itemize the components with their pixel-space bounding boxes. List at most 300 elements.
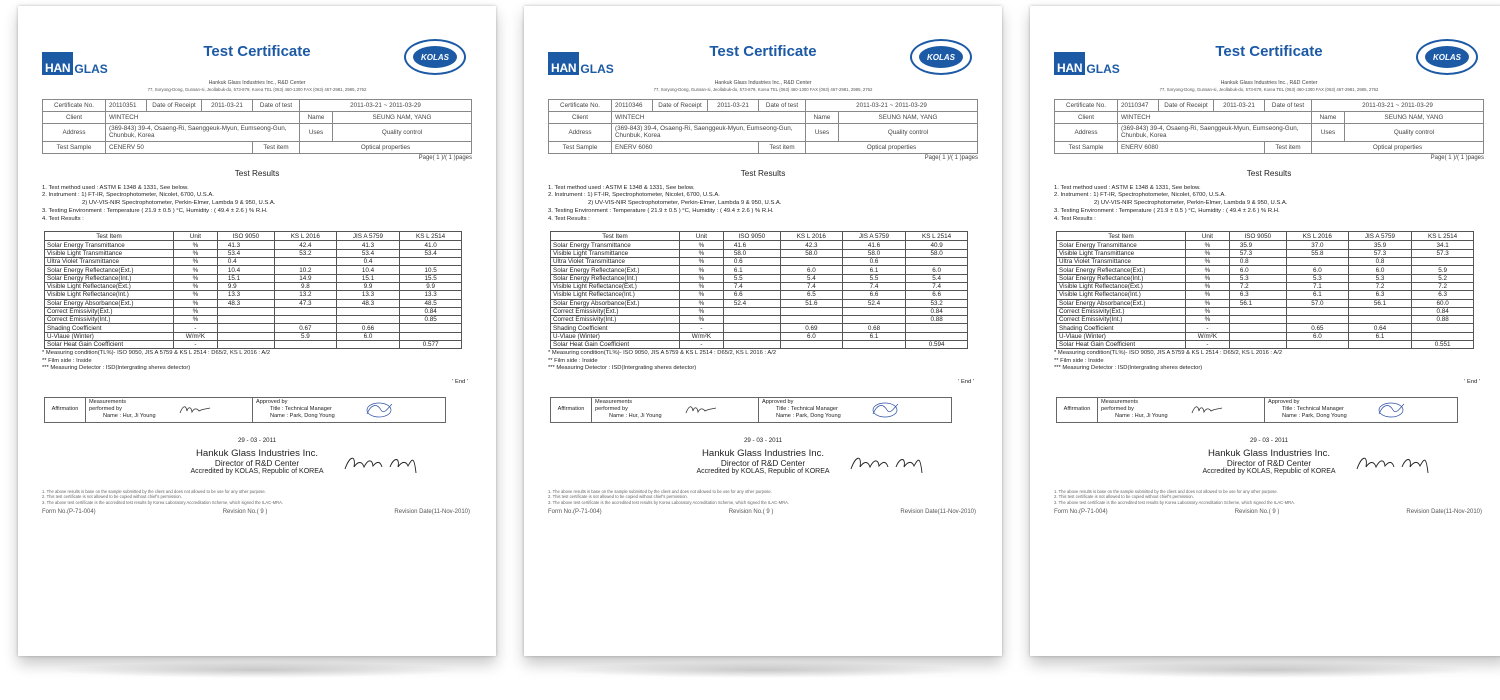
footnotes — [1054, 489, 1484, 505]
end-marker: ' End ' — [1464, 378, 1480, 385]
logo-glas: GLAS — [74, 62, 108, 76]
date-test-label: Date of test — [253, 99, 300, 111]
value-cell: 42.3 — [780, 241, 842, 249]
value-cell — [842, 307, 905, 315]
unit-cell: % — [174, 241, 218, 249]
address-label: Address — [549, 123, 612, 141]
value-cell: 7.2 — [1348, 282, 1411, 290]
accreditation-text: Accredited by KOLAS, Republic of KOREA — [696, 467, 830, 475]
revision-date: Revision Date(11-Nov-2010) — [1406, 509, 1482, 516]
value-cell — [1412, 332, 1474, 340]
method-line: 4. Test Results : — [548, 215, 590, 222]
results-header-cell: JIS A 5759 — [842, 232, 905, 241]
test-item-cell: Visible Light Reflectance(Int.) — [1057, 291, 1186, 299]
note-line: *** Measuring Detector : ISD(Intergrating sheres detector) — [42, 364, 191, 371]
value-cell: 48.3 — [336, 299, 399, 307]
value-cell — [400, 258, 462, 266]
value-cell — [217, 324, 274, 332]
address-label: Address — [43, 123, 106, 141]
value-cell: 0.4 — [336, 258, 399, 266]
cert-no-value: 20110347 — [1118, 99, 1159, 111]
value-cell: 9.9 — [400, 282, 462, 290]
test-item-value: Optical properties — [1312, 141, 1484, 153]
value-cell — [217, 307, 274, 315]
test-item-cell: Solar Energy Absorbance(Ext.) — [45, 299, 174, 307]
footnote-line: 2. This test certificate is not allowed to be copied without chief's permission. — [1054, 494, 1194, 500]
kolas-seal-text: KOLAS — [919, 46, 963, 68]
company-name: Hankuk Glass Industries Inc. — [701, 447, 825, 459]
value-cell: 6.0 — [1286, 332, 1348, 340]
value-cell: 51.6 — [780, 299, 842, 307]
results-header-cell: KS L 2514 — [1412, 232, 1474, 241]
value-cell: 53.4 — [336, 249, 399, 257]
table-row — [551, 249, 968, 257]
value-cell: 0.67 — [274, 324, 336, 332]
director-signature-icon — [1354, 451, 1434, 475]
value-cell: 0.84 — [1412, 307, 1474, 315]
unit-cell: % — [174, 316, 218, 324]
test-item-cell: Correct Emissivity(Int.) — [45, 316, 174, 324]
table-row — [45, 266, 462, 274]
value-cell: 7.4 — [780, 282, 842, 290]
test-item-label: Test item — [1265, 141, 1312, 153]
value-cell: 6.3 — [1412, 291, 1474, 299]
test-item-cell: Ultra Violet Transmittance — [551, 258, 680, 266]
unit-cell: - — [174, 324, 218, 332]
test-period-value: 2011-03-21 ~ 2011-03-29 — [806, 99, 978, 111]
cert-no-label: Certificate No. — [549, 99, 612, 111]
value-cell: 0.64 — [1348, 324, 1411, 332]
results-header-cell: Unit — [174, 232, 218, 241]
value-cell: 13.3 — [217, 291, 274, 299]
test-item-cell: U-Vlaue (Winter) — [551, 332, 680, 340]
note-line: * Measuring condition(TL%)- ISO 9050, JIS A 5759 & KS L 2514 : D65/2, KS L 2016 : A/2 — [1054, 350, 1283, 357]
unit-cell: - — [680, 324, 724, 332]
affirmation-label: Affirmation — [45, 397, 86, 422]
approved-label: Approved by — [1268, 399, 1300, 406]
value-cell: 5.4 — [906, 274, 968, 282]
test-item-cell: Solar Energy Reflectance(Int.) — [1057, 274, 1186, 282]
value-cell: 9.8 — [274, 282, 336, 290]
value-cell: 10.2 — [274, 266, 336, 274]
unit-cell: % — [680, 316, 724, 324]
table-row — [1057, 316, 1474, 324]
value-cell: 58.0 — [842, 249, 905, 257]
value-cell — [336, 316, 399, 324]
results-header-row — [45, 232, 462, 241]
test-item-cell: Visible Light Transmittance — [551, 249, 680, 257]
value-cell: 40.9 — [906, 241, 968, 249]
address-value: (369-843) 39-4, Osaeng-Ri, Saenggeuk-Myun, Eumseong-Gun, Chunbuk, Korea — [1118, 123, 1312, 141]
table-row — [551, 282, 968, 290]
value-cell: 7.4 — [723, 282, 780, 290]
kolas-seal-text: KOLAS — [413, 46, 457, 68]
test-item-cell: Visible Light Reflectance(Ext.) — [45, 282, 174, 290]
value-cell — [1229, 316, 1286, 324]
measurements-label: Measurements performed by — [1101, 399, 1138, 413]
address-label: Address — [1055, 123, 1118, 141]
table-row — [1057, 241, 1474, 249]
client-label: Client — [549, 111, 612, 123]
unit-cell: % — [680, 266, 724, 274]
method-line: 2) UV-VIS-NIR Spectrophotometer, Perkin-Elmer, Lambda 9 & 950, U.S.A. — [1094, 200, 1288, 207]
measurer-signature-icon — [178, 403, 212, 417]
value-cell — [1229, 324, 1286, 332]
value-cell: 0.4 — [217, 258, 274, 266]
value-cell: 15.5 — [400, 274, 462, 282]
page-count: Page( 1 )/( 1 )pages — [418, 154, 472, 161]
table-row — [551, 258, 968, 266]
test-item-cell: Visible Light Reflectance(Int.) — [45, 291, 174, 299]
results-header-cell: Test Item — [45, 232, 174, 241]
value-cell — [274, 307, 336, 315]
table-row — [551, 274, 968, 282]
certificate-info-table — [548, 99, 978, 154]
client-value: WINTECH — [612, 111, 806, 123]
table-row — [551, 241, 968, 249]
revision-date: Revision Date(11-Nov-2010) — [394, 509, 470, 516]
unit-cell: - — [174, 341, 218, 349]
footnotes — [42, 489, 472, 505]
unit-cell: % — [1186, 291, 1230, 299]
page-shadow — [1060, 662, 1478, 678]
test-item-cell: Visible Light Transmittance — [1057, 249, 1186, 257]
results-header-cell: Test Item — [551, 232, 680, 241]
method-line: 3. Testing Environment : Temperature ( 21.9 ± 0.5 ) °C, Humidity : ( 49.4 ± 2.6 ) % R.H. — [1054, 207, 1280, 214]
kolas-seal-icon — [910, 39, 972, 75]
results-header-cell: Unit — [1186, 232, 1230, 241]
logo-glas: GLAS — [1086, 62, 1120, 76]
table-row — [45, 299, 462, 307]
method-line: 3. Testing Environment : Temperature ( 21.9 ± 0.5 ) °C, Humidity : ( 49.4 ± 2.6 ) % R.H. — [42, 207, 268, 214]
value-cell: 0.577 — [400, 341, 462, 349]
value-cell — [1412, 258, 1474, 266]
footnote-line: 2. This test certificate is not allowed to be copied without chief's permission. — [548, 494, 688, 500]
approver-title: Title : Technical Manager — [270, 406, 332, 413]
value-cell: 0.6 — [842, 258, 905, 266]
table-row — [1057, 307, 1474, 315]
value-cell: 7.2 — [1229, 282, 1286, 290]
director-title: Director of R&D Center — [1226, 458, 1312, 468]
table-row — [1057, 299, 1474, 307]
test-method-block — [548, 185, 978, 224]
value-cell: 6.0 — [1348, 266, 1411, 274]
client-value: WINTECH — [1118, 111, 1312, 123]
method-line: 1. Test method used : ASTM E 1348 & 1331, See below. — [1054, 184, 1201, 191]
results-header-cell: ISO 9050 — [1229, 232, 1286, 241]
cert-no-label: Certificate No. — [1055, 99, 1118, 111]
value-cell: 6.3 — [1229, 291, 1286, 299]
unit-cell: % — [680, 291, 724, 299]
value-cell: 6.3 — [1348, 291, 1411, 299]
results-header-cell: JIS A 5759 — [336, 232, 399, 241]
name-label: Name — [300, 111, 333, 123]
table-row — [1057, 249, 1474, 257]
value-cell — [400, 332, 462, 340]
value-cell: 58.0 — [723, 249, 780, 257]
revision-number: Revision No.( 9 ) — [222, 509, 268, 516]
test-results-table — [44, 231, 462, 349]
value-cell — [1229, 341, 1286, 349]
value-cell — [906, 324, 968, 332]
test-item-cell: Correct Emissivity(Ext.) — [551, 307, 680, 315]
test-sample-label: Test Sample — [1055, 141, 1118, 153]
form-number: Form No.(P-71-004) — [42, 509, 96, 516]
measurer-name: Name : Hur, Ji Young — [1115, 413, 1168, 420]
test-sample-value: CENERV 50 — [106, 141, 253, 153]
method-line: 1. Test method used : ASTM E 1348 & 1331, See below. — [548, 184, 695, 191]
unit-cell: W/m²K — [680, 332, 724, 340]
value-cell — [723, 307, 780, 315]
test-item-value: Optical properties — [300, 141, 472, 153]
director-title: Director of R&D Center — [214, 458, 300, 468]
kolas-seal-icon — [404, 39, 466, 75]
test-period-value: 2011-03-21 ~ 2011-03-29 — [300, 99, 472, 111]
certificate-sheet-2 — [524, 6, 1002, 656]
approved-cell — [1265, 397, 1458, 422]
value-cell: 37.0 — [1286, 241, 1348, 249]
page-count: Page( 1 )/( 1 )pages — [924, 154, 978, 161]
value-cell — [217, 316, 274, 324]
certificate-header — [42, 36, 472, 92]
value-cell: 60.0 — [1412, 299, 1474, 307]
results-header-row — [551, 232, 968, 241]
unit-cell: % — [174, 282, 218, 290]
unit-cell: - — [680, 341, 724, 349]
method-line: 3. Testing Environment : Temperature ( 21.9 ± 0.5 ) °C, Humidity : ( 49.4 ± 2.6 ) % R.H. — [548, 207, 774, 214]
certificate-info-table — [42, 99, 472, 154]
value-cell: 15.1 — [217, 274, 274, 282]
value-cell: 57.0 — [1286, 299, 1348, 307]
value-cell: 42.4 — [274, 241, 336, 249]
table-row — [45, 332, 462, 340]
certificate-sheet-1 — [18, 6, 496, 656]
value-cell: 6.0 — [1286, 266, 1348, 274]
table-row — [551, 316, 968, 324]
footnote-line: 3. The above test certificate is the accredited test results by Korea Laboratory Accreditation Scheme, which signed the ILAC-MRA. — [42, 499, 284, 505]
footnote-line: 1. The above results is base on the sample submitted by the client and does not allowed to be use for any other purpose. — [42, 488, 266, 494]
name-label: Name — [806, 111, 839, 123]
value-cell: 47.3 — [274, 299, 336, 307]
test-item-cell: Visible Light Reflectance(Ext.) — [1057, 282, 1186, 290]
unit-cell: W/m²K — [1186, 332, 1230, 340]
value-cell: 0.66 — [336, 324, 399, 332]
value-cell: 0.88 — [1412, 316, 1474, 324]
value-cell: 55.8 — [1286, 249, 1348, 257]
page-count: Page( 1 )/( 1 )pages — [1430, 154, 1484, 161]
measurement-notes — [1054, 350, 1484, 372]
value-cell: 5.5 — [842, 274, 905, 282]
issue-date: 29 - 03 - 2011 — [1249, 436, 1289, 444]
date-test-label: Date of test — [759, 99, 806, 111]
table-row — [1057, 266, 1474, 274]
measurement-notes — [548, 350, 978, 372]
results-header-cell: ISO 9050 — [723, 232, 780, 241]
measurer-name: Name : Hur, Ji Young — [609, 413, 662, 420]
value-cell: 6.0 — [780, 266, 842, 274]
test-item-cell: Solar Energy Absorbance(Ext.) — [551, 299, 680, 307]
unit-cell: % — [1186, 241, 1230, 249]
end-marker: ' End ' — [452, 378, 468, 385]
test-item-cell: Shading Coefficient — [551, 324, 680, 332]
revision-date: Revision Date(11-Nov-2010) — [900, 509, 976, 516]
footnotes — [548, 489, 978, 505]
issue-date: 29 - 03 - 2011 — [743, 436, 783, 444]
certificate-title: Test Certificate — [203, 43, 311, 60]
unit-cell: % — [1186, 258, 1230, 266]
value-cell — [217, 332, 274, 340]
test-item-cell: Shading Coefficient — [1057, 324, 1186, 332]
results-header-cell: KS L 2016 — [274, 232, 336, 241]
test-item-label: Test item — [759, 141, 806, 153]
name-value: SEUNG NAM, YANG — [1345, 111, 1484, 123]
value-cell: 0.84 — [400, 307, 462, 315]
value-cell — [780, 307, 842, 315]
name-label: Name — [1312, 111, 1345, 123]
value-cell: 48.3 — [217, 299, 274, 307]
value-cell — [780, 258, 842, 266]
test-period-value: 2011-03-21 ~ 2011-03-29 — [1312, 99, 1484, 111]
value-cell: 41.0 — [400, 241, 462, 249]
company-name: Hankuk Glass Industries Inc. — [195, 447, 319, 459]
value-cell: 5.5 — [723, 274, 780, 282]
director-signature-icon — [342, 451, 422, 475]
accreditation-text: Accredited by KOLAS, Republic of KOREA — [190, 467, 324, 475]
value-cell — [217, 341, 274, 349]
cert-no-value: 20110346 — [612, 99, 653, 111]
method-line: 2. Instrument : 1) FT-IR, Spectrophotometer, Nicolet, 6700, U.S.A. — [548, 192, 720, 199]
table-row — [1057, 332, 1474, 340]
value-cell: 6.0 — [336, 332, 399, 340]
value-cell: 0.84 — [906, 307, 968, 315]
method-line: 2) UV-VIS-NIR Spectrophotometer, Perkin-Elmer, Lambda 9 & 950, U.S.A. — [588, 200, 782, 207]
value-cell — [336, 341, 399, 349]
unit-cell: % — [680, 274, 724, 282]
table-row — [45, 341, 462, 349]
center-address: 77, Soryong-Dong, Gunsan-si, Jeollabuk-do, 573-879, Korea TEL (063) 460-1300 FAX (063) 467-2981, 2985, 2762 — [147, 86, 367, 92]
value-cell: 53.2 — [274, 249, 336, 257]
name-value: SEUNG NAM, YANG — [839, 111, 978, 123]
unit-cell: - — [1186, 324, 1230, 332]
test-item-cell: Solar Energy Reflectance(Int.) — [45, 274, 174, 282]
certificate-info-table — [1054, 99, 1484, 154]
value-cell — [274, 258, 336, 266]
value-cell: 41.6 — [842, 241, 905, 249]
value-cell — [723, 316, 780, 324]
client-label: Client — [43, 111, 106, 123]
table-row — [551, 324, 968, 332]
center-name: Hankuk Glass Industries Inc., R&D Center — [208, 80, 306, 86]
method-line: 4. Test Results : — [1054, 215, 1096, 222]
value-cell — [1348, 307, 1411, 315]
test-item-cell: Visible Light Transmittance — [45, 249, 174, 257]
cert-no-label: Certificate No. — [43, 99, 106, 111]
uses-label: Uses — [806, 123, 839, 141]
table-row — [1057, 282, 1474, 290]
test-item-cell: Solar Energy Reflectance(Ext.) — [551, 266, 680, 274]
value-cell: 14.9 — [274, 274, 336, 282]
affirmation-table — [550, 397, 952, 423]
table-row — [551, 307, 968, 315]
page-shadow — [48, 662, 466, 678]
issuer-block — [42, 449, 472, 481]
value-cell: 48.5 — [400, 299, 462, 307]
unit-cell: % — [680, 258, 724, 266]
value-cell: 7.2 — [1412, 282, 1474, 290]
director-signature-icon — [848, 451, 928, 475]
unit-cell: % — [680, 307, 724, 315]
measurer-signature-icon — [684, 403, 718, 417]
note-line: ** Film side : Inside — [1054, 357, 1104, 364]
test-item-cell: Solar Energy Transmittance — [1057, 241, 1186, 249]
measurer-name: Name : Hur, Ji Young — [103, 413, 156, 420]
footnote-line: 2. This test certificate is not allowed to be copied without chief's permission. — [42, 494, 182, 500]
test-results-title: Test Results — [740, 168, 786, 178]
results-header-cell: KS L 2016 — [780, 232, 842, 241]
center-address: 77, Soryong-Dong, Gunsan-si, Jeollabuk-do, 573-879, Korea TEL (063) 460-1300 FAX (063) 467-2981, 2985, 2762 — [653, 86, 873, 92]
value-cell: 0.594 — [906, 341, 968, 349]
unit-cell: % — [680, 299, 724, 307]
test-item-cell: Correct Emissivity(Int.) — [551, 316, 680, 324]
value-cell: 6.6 — [723, 291, 780, 299]
test-method-block — [42, 185, 472, 224]
value-cell: 52.4 — [723, 299, 780, 307]
unit-cell: % — [1186, 282, 1230, 290]
certificate-sheet-3 — [1030, 6, 1500, 656]
method-line: 2. Instrument : 1) FT-IR, Spectrophotometer, Nicolet, 6700, U.S.A. — [1054, 192, 1226, 199]
value-cell — [336, 307, 399, 315]
date-receipt-label: Date of Receipt — [147, 99, 202, 111]
test-item-cell: Solar Energy Transmittance — [551, 241, 680, 249]
note-line: * Measuring condition(TL%)- ISO 9050, JIS A 5759 & KS L 2514 : D65/2, KS L 2016 : A/2 — [548, 350, 777, 357]
value-cell: 7.1 — [1286, 282, 1348, 290]
value-cell: 5.3 — [1348, 274, 1411, 282]
value-cell: 6.1 — [1286, 291, 1348, 299]
affirmation-label: Affirmation — [1057, 397, 1098, 422]
test-sample-value: ENERV 6080 — [1118, 141, 1265, 153]
table-row — [45, 324, 462, 332]
date-receipt-value: 2011-03-21 — [202, 99, 253, 111]
value-cell: 6.5 — [780, 291, 842, 299]
table-row — [551, 341, 968, 349]
affirmation-table — [44, 397, 446, 423]
unit-cell: % — [1186, 249, 1230, 257]
test-sample-label: Test Sample — [43, 141, 106, 153]
test-item-cell: Visible Light Reflectance(Ext.) — [551, 282, 680, 290]
unit-cell: % — [1186, 274, 1230, 282]
table-row — [45, 282, 462, 290]
table-row — [45, 241, 462, 249]
value-cell: 0.85 — [400, 316, 462, 324]
date-receipt-label: Date of Receipt — [653, 99, 708, 111]
value-cell — [723, 341, 780, 349]
value-cell: 0.8 — [1229, 258, 1286, 266]
uses-label: Uses — [1312, 123, 1345, 141]
table-row — [45, 258, 462, 266]
date-receipt-value: 2011-03-21 — [1214, 99, 1265, 111]
value-cell: 13.3 — [336, 291, 399, 299]
uses-value: Quality control — [333, 123, 472, 141]
value-cell — [1348, 316, 1411, 324]
value-cell: 58.0 — [780, 249, 842, 257]
results-header-cell: JIS A 5759 — [1348, 232, 1411, 241]
test-method-block — [1054, 185, 1484, 224]
value-cell: 0.551 — [1412, 341, 1474, 349]
logo-han: HAN — [42, 52, 73, 75]
value-cell: 13.3 — [400, 291, 462, 299]
center-name: Hankuk Glass Industries Inc., R&D Center — [1220, 80, 1318, 86]
value-cell — [1286, 258, 1348, 266]
